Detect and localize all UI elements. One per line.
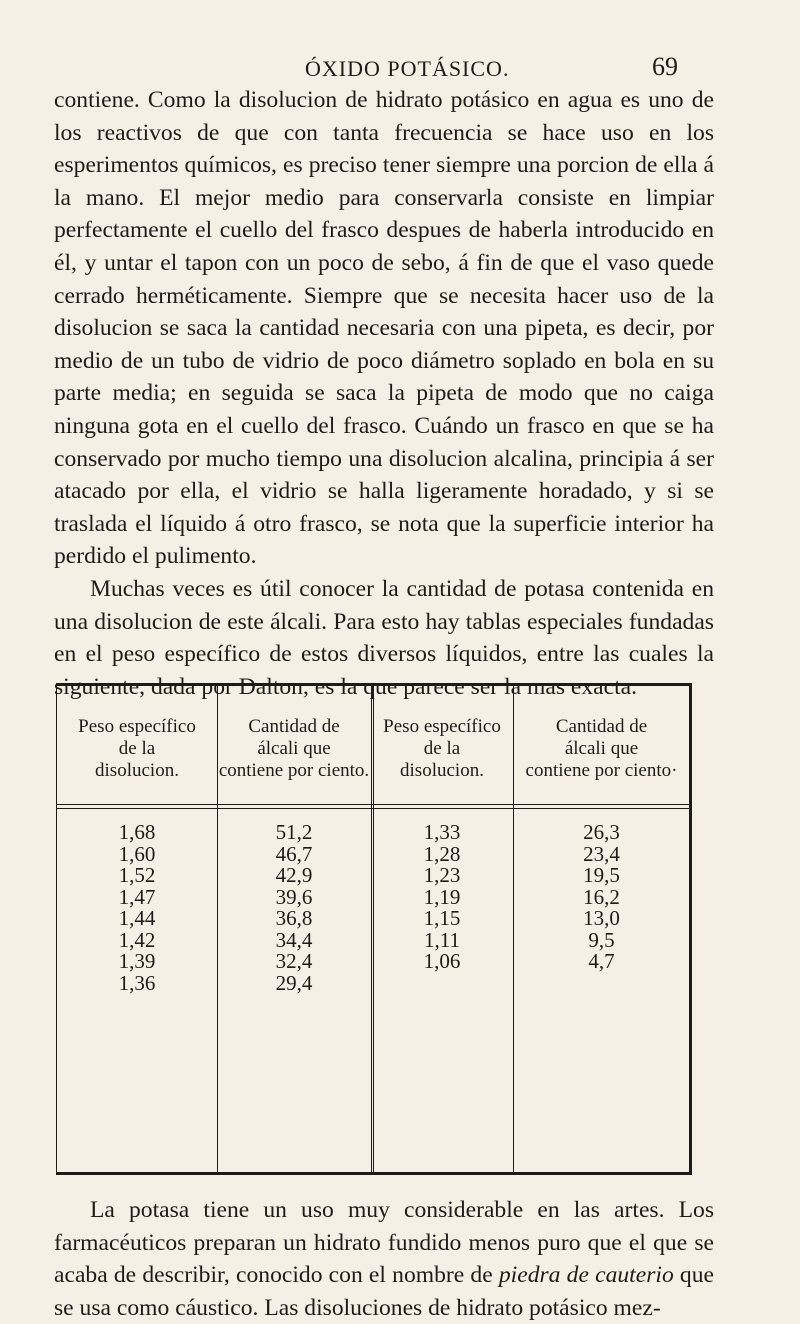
table-cell: 1,33 [423, 820, 461, 844]
table-cell: 16,2 [583, 884, 620, 909]
table-header-specific-gravity: Peso específico de la disolucion. [78, 716, 196, 781]
table-cell: 9,5 [588, 927, 615, 952]
table-cell: 46,7 [275, 841, 313, 866]
italic-term: piedra de cauterio [498, 1262, 674, 1289]
table-column-alkali-percent [217, 822, 371, 994]
table-cell: 1,11 [424, 927, 460, 952]
table-cell: 1,44 [118, 906, 156, 930]
running-title: ÓXIDO POTÁSICO. [305, 56, 510, 81]
body-text-bottom [54, 1194, 714, 1324]
table-cell: 19,5 [583, 863, 620, 887]
table-cell: 1,42 [118, 927, 156, 952]
header-rule [57, 804, 689, 805]
table-cell: 29,4 [275, 970, 313, 995]
table-column-alkali-percent [513, 822, 690, 973]
paragraph-potash-storage: contiene. Como la disolucion de hidrato potásico en agua es uno de los reactivos de que con tanta frecuencia se hace uso en los esperimentos químicos, es preciso tener siempre una porcion de ella á la mano. El mejor medio para conservarla consiste en limpiar perfectamente el cuello del frasco despues de haberla introducido en él, y untar el tapon con un poco de sebo, á fin de que el vaso quede cerrado herméticamente. Siempre que se necesita hacer uso de la disolucion se saca la cantidad necesaria con una pipeta, es decir, por medio de un tubo de vidrio de poco diámetro soplado en bola en su parte media; en seguida se saca la pipeta de modo que no caiga ninguna gota en el cuello del frasco. Cuándo un frasco en que se ha conservado por mucho tiempo una disolucion alcalina, principia á ser atacado por ella, el vidrio se halla ligeramente horadado, y si se traslada el líquido á otro frasco, se nota que la superficie interior ha perdido el pulimento. [54, 87, 714, 570]
table-cell: 13,0 [583, 906, 620, 930]
table-cell: 32,4 [275, 949, 313, 973]
table-cell: 1,23 [423, 863, 461, 887]
table-cell: 39,6 [275, 884, 313, 909]
table-header-specific-gravity: Peso específico de la disolucion. [383, 716, 501, 781]
table-cell: 1,39 [118, 949, 156, 973]
table-cell: 1,47 [118, 884, 156, 909]
table-cell: 1,15 [423, 906, 461, 930]
body-text-top [54, 84, 714, 703]
paragraph-text: que se usa como cáustico. Las disoluciones de hidrato potásico mez- [54, 1262, 715, 1321]
table-cell: 1,19 [423, 884, 461, 909]
running-head [0, 52, 800, 86]
table-column-specific-gravity [371, 822, 513, 973]
table-cell: 26,3 [583, 820, 620, 844]
header-rule [57, 808, 689, 809]
table-cell: 1,52 [118, 863, 156, 887]
table-column-specific-gravity [57, 822, 217, 994]
table-cell: 1,36 [118, 970, 156, 995]
table-cell: 36,8 [275, 906, 313, 930]
dalton-potash-table [56, 683, 692, 1175]
table-cell: 51,2 [275, 820, 313, 844]
table-cell: 1,60 [118, 841, 156, 866]
table-cell: 1,28 [423, 841, 461, 866]
page-number: 69 [652, 52, 678, 81]
table-cell: 1,06 [423, 949, 461, 973]
table-cell: 4,7 [588, 949, 615, 973]
paragraph-potash-uses [54, 1194, 714, 1324]
paragraph-dalton-intro: Muchas veces es útil conocer la cantidad de potasa contenida en una disolucion de este álcali. Para esto hay tablas especiales fundadas en el peso específico de estos diversos líquidos, entre las cuales la siguiente, dada por Dalton, es la que parece ser la mas exacta. [54, 575, 714, 700]
table-cell: 1,68 [118, 820, 156, 844]
table-header-alkali-percent: Cantidad de álcali que contiene por ciento. [218, 716, 370, 781]
table-cell: 34,4 [275, 927, 313, 952]
paragraph-text: La potasa tiene un uso muy considerable en las artes. Los farmacéuticos preparan un hidrato fundido menos puro que el que se acaba de describir, conocido con el nombre de [54, 1197, 714, 1289]
table-cell: 42,9 [275, 863, 313, 887]
table-header-alkali-percent: Cantidad de álcali que contiene por ciento· [525, 716, 678, 781]
table-cell: 23,4 [583, 841, 620, 866]
